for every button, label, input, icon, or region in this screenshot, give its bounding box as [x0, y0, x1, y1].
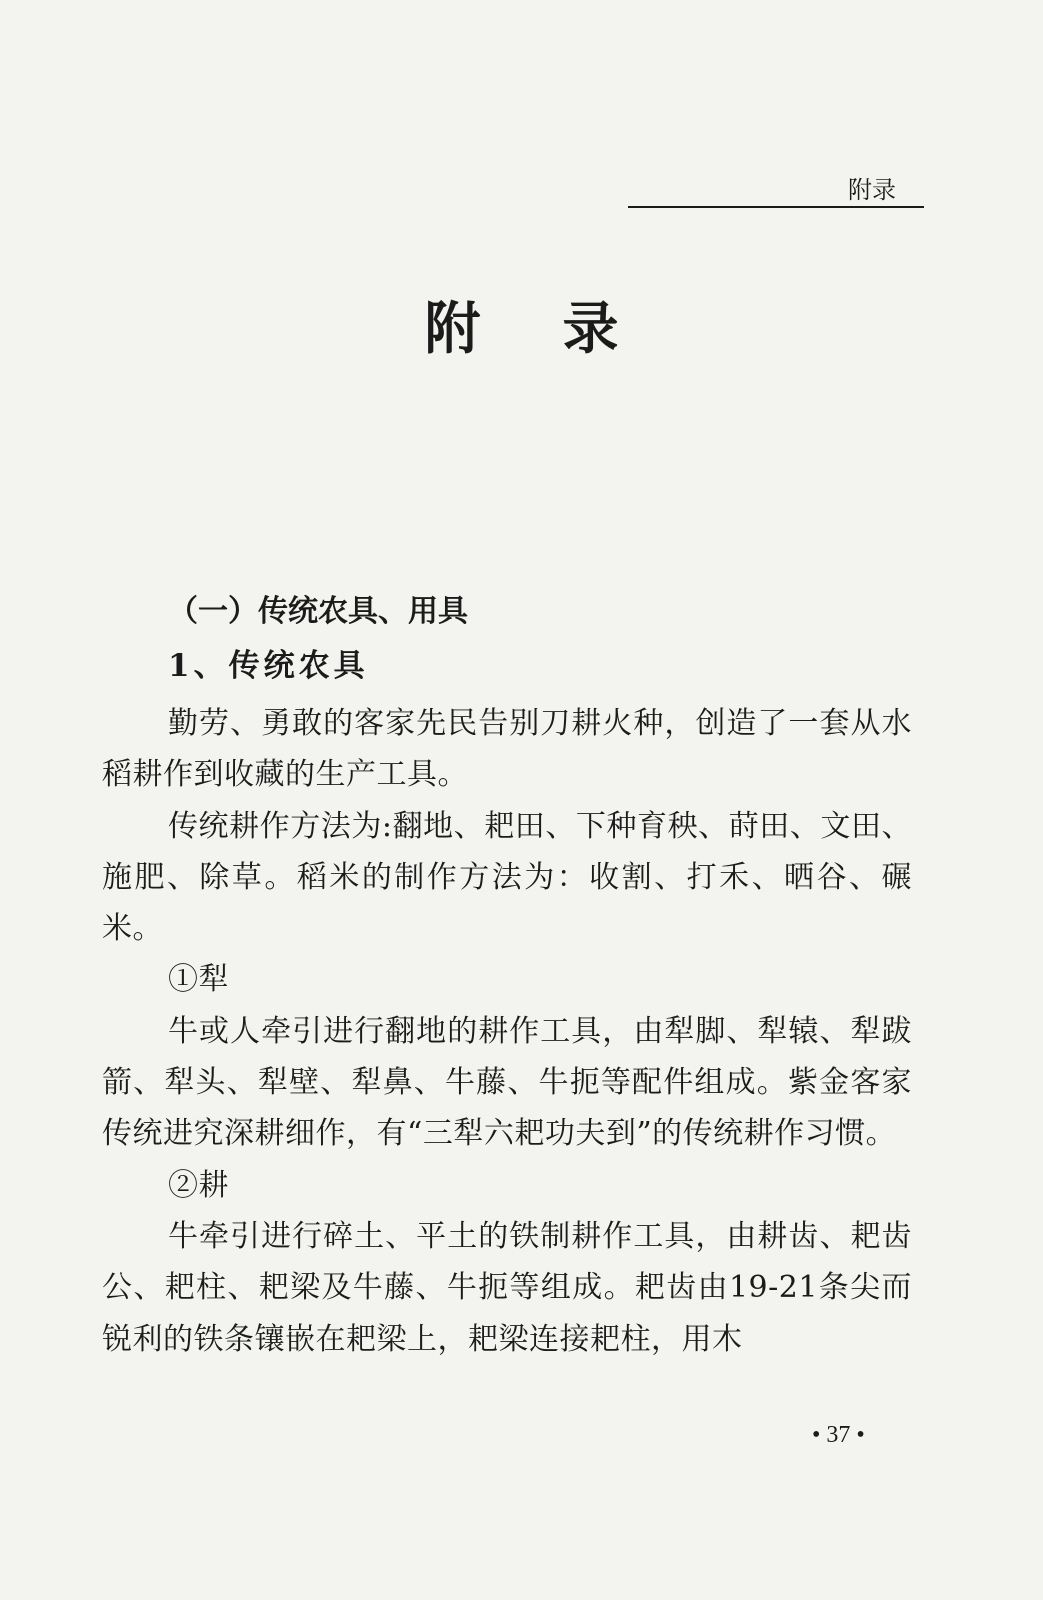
item-heading-plough: ①犁 [168, 962, 229, 998]
page-title: 附录 [424, 297, 701, 362]
paragraph-methods: 传统耕作方法为:翻地、耙田、下种育秧、莳田、文田、施肥、除草。稻米的制作方法为：收割、打禾、晒谷、碾米。 [102, 808, 912, 947]
sub-heading: 1、传统农具 [168, 648, 369, 684]
paragraph-intro: 勤劳、勇敢的客家先民告别刀耕火种，创造了一套从水稻耕作到收藏的生产工具。 [102, 706, 912, 793]
page-number: • 37 • [812, 1422, 865, 1448]
running-header [628, 168, 924, 208]
section-heading: （一）传统农具、用具 [168, 594, 468, 629]
running-header-text: 附录 [848, 176, 896, 204]
body-text [102, 698, 912, 1365]
paragraph-harrow: 牛牵引进行碎土、平土的铁制耕作工具，由耕齿、耙齿公、耙柱、耙梁及牛藤、牛扼等组成。耙齿由19-21条尖而锐利的铁条镶嵌在耙梁上，耙梁连接耙柱，用木 [102, 1218, 912, 1357]
paragraph-plough: 牛或人牵引进行翻地的耕作工具，由犁脚、犁辕、犁跋箭、犁头、犁壁、犁鼻、牛藤、牛扼等配件组成。紫金客家传统进究深耕细作，有“三犁六耙功夫到”的传统耕作习惯。 [102, 1013, 912, 1152]
item-heading-harrow: ②耕 [168, 1167, 229, 1203]
